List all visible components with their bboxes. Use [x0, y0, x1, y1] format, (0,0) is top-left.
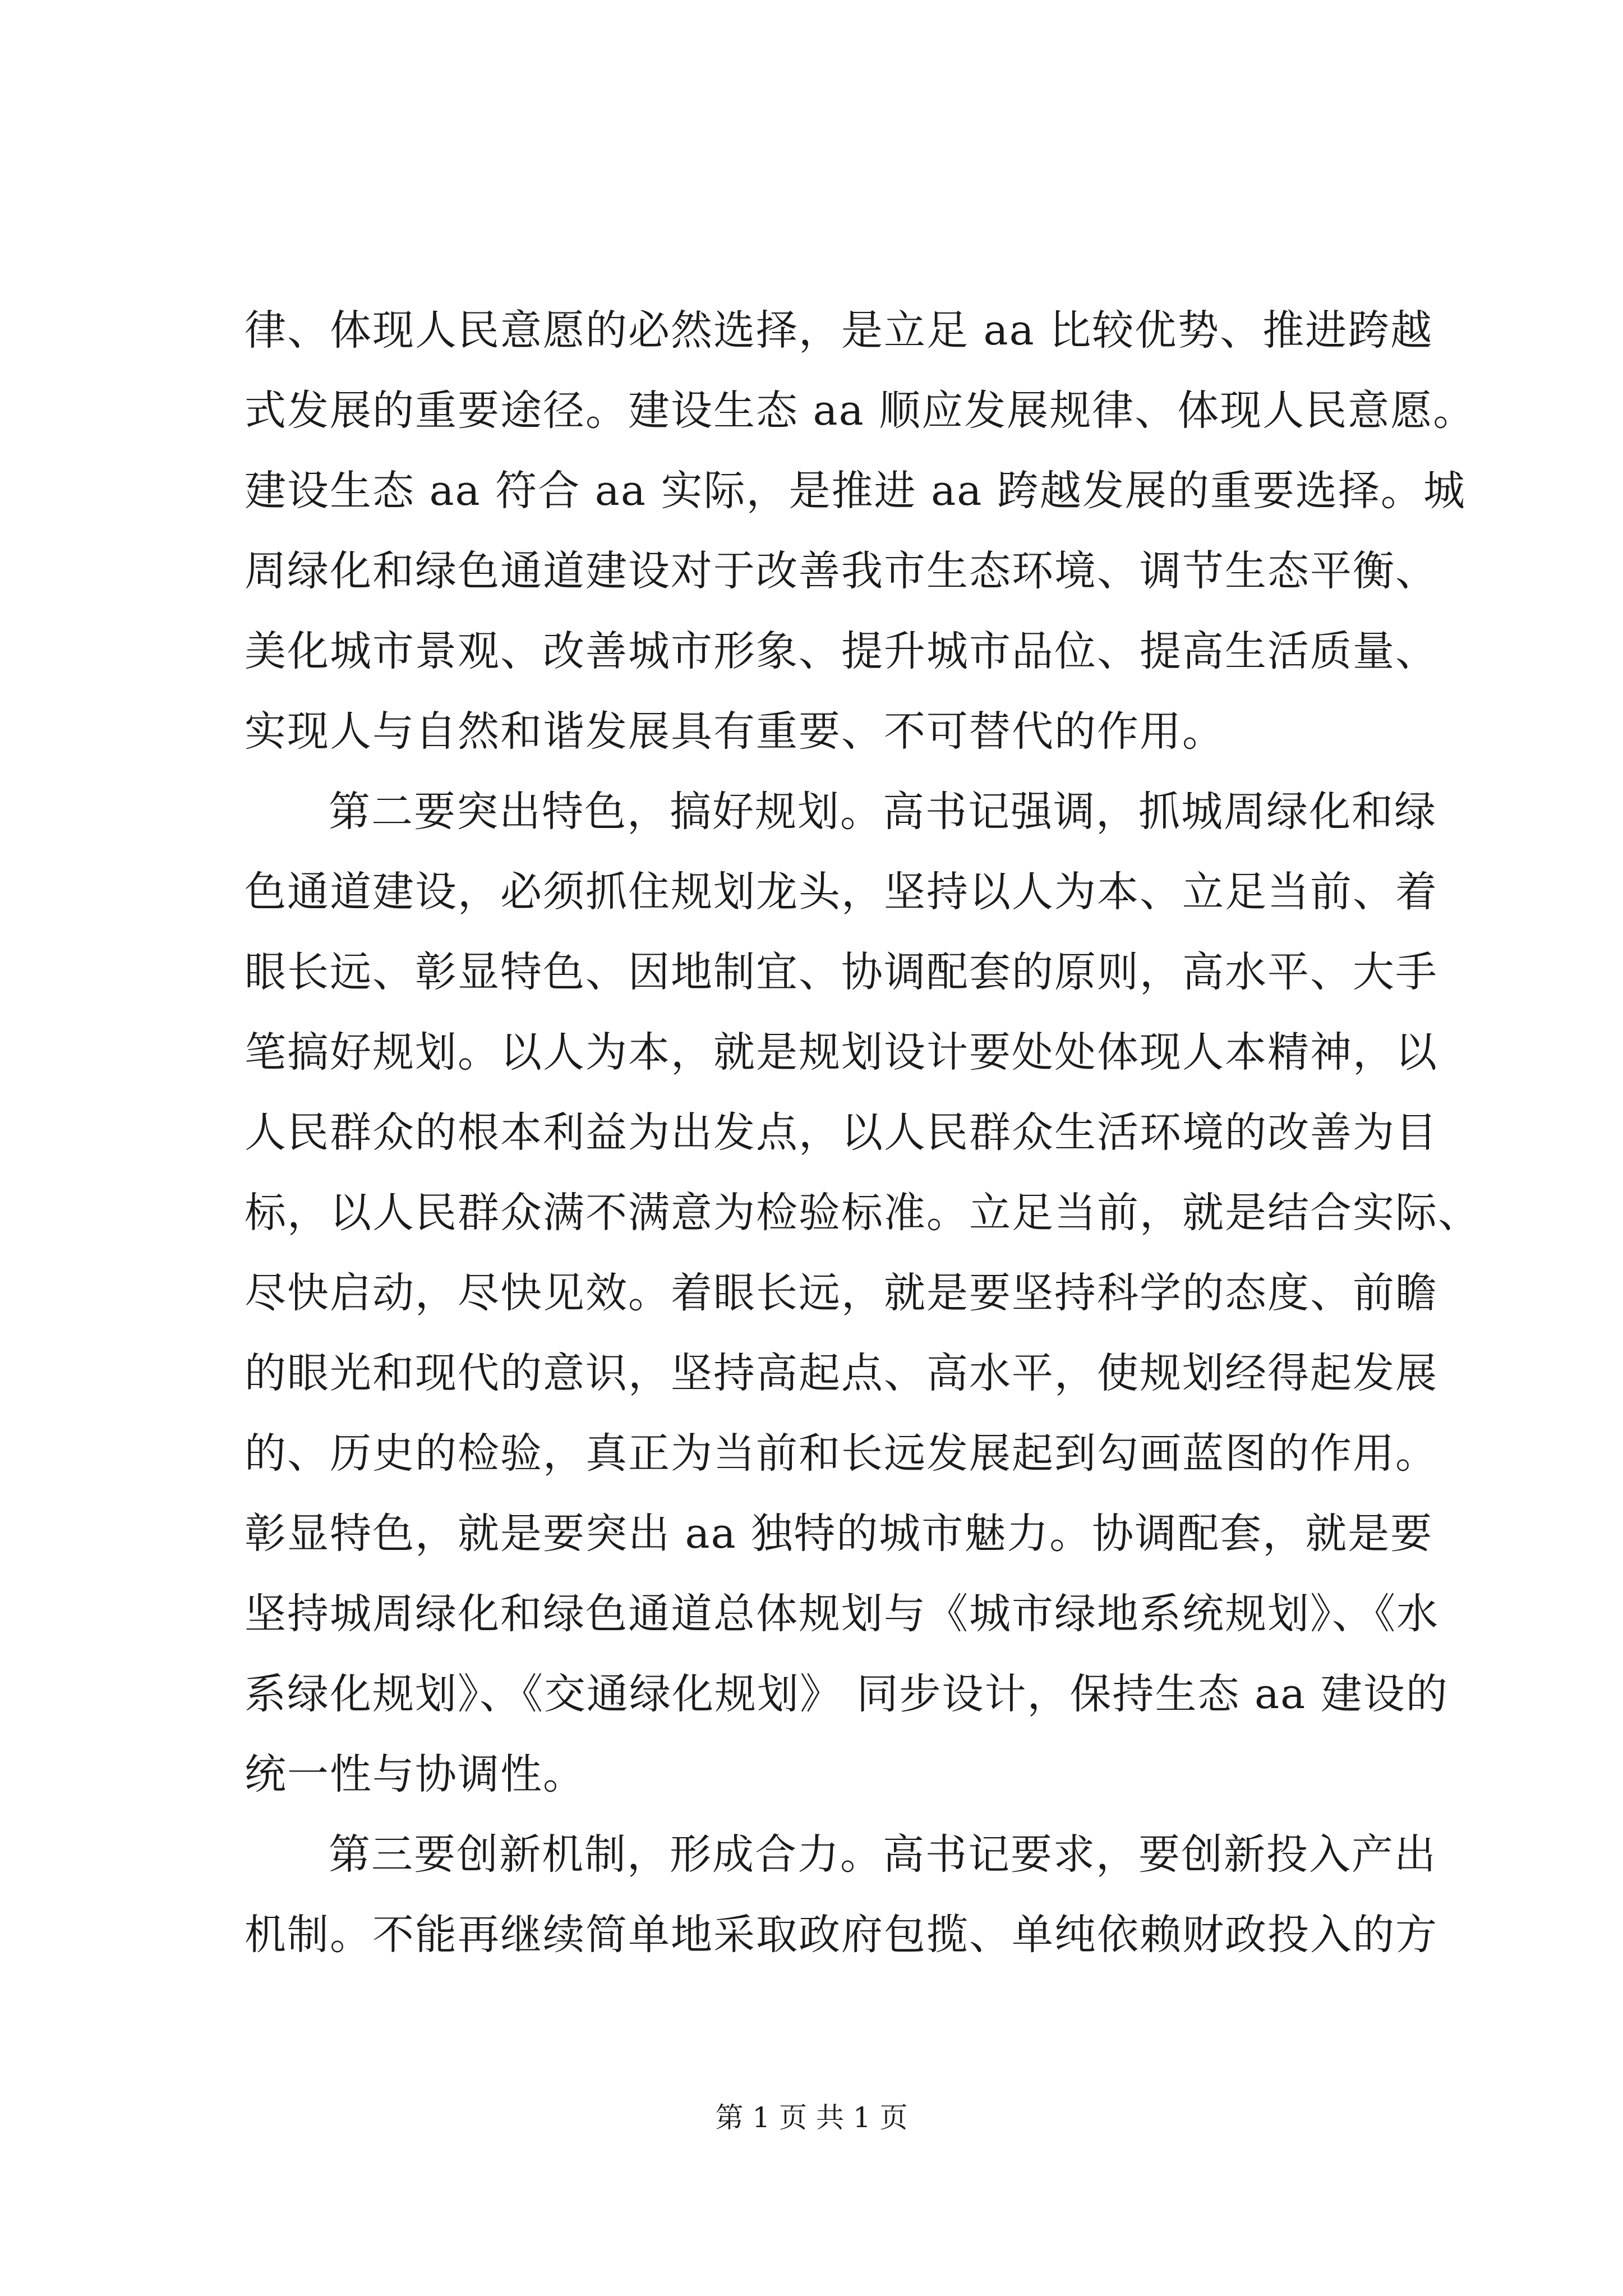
text-line: 彰显特色，就是要突出 aa 独特的城市魅力。协调配套，就是要	[245, 1510, 1433, 1558]
text-line: 标，以人民群众满不满意为检验标准。立足当前，就是结合实际、	[245, 1189, 1481, 1237]
text-line: 机制。不能再继续简单地采取政府包揽、单纯依赖财政投入的方	[245, 1911, 1438, 1959]
text-line: 统一性与协调性。	[245, 1750, 585, 1798]
text-line: 的、历史的检验，真正为当前和长远发展起到勾画蓝图的作用。	[245, 1429, 1438, 1478]
text-line: 美化城市景观、改善城市形象、提升城市品位、提高生活质量、	[245, 627, 1438, 675]
page-footer: 第 1 页 共 1 页	[715, 2101, 908, 2134]
document-body	[245, 291, 1481, 1975]
text-line: 眼长远、彰显特色、因地制宜、协调配套的原则，高水平、大手	[245, 948, 1438, 996]
text-line: 坚持城周绿化和绿色通道总体规划与《城市绿地系统规划》、《水	[245, 1590, 1439, 1638]
text-line: 尽快启动，尽快见效。着眼长远，就是要坚持科学的态度、前瞻	[245, 1269, 1438, 1317]
text-line: 系绿化规划》、《交通绿化规划》 同步设计，保持生态 aa 建设的	[245, 1670, 1449, 1718]
text-line: 律、体现人民意愿的必然选择，是立足 aa 比较优势、推进跨越	[245, 306, 1433, 355]
text-line: 周绿化和绿色通道建设对于改善我市生态环境、调节生态平衡、	[245, 547, 1438, 595]
text-line: 建设生态 aa 符合 aa 实际，是推进 aa 跨越发展的重要选择。城	[245, 467, 1466, 515]
paragraph-start-line: 第三要创新机制，形成合力。高书记要求，要创新投入产出	[329, 1830, 1437, 1879]
text-line: 实现人与自然和谐发展具有重要、不可替代的作用。	[245, 707, 1225, 756]
paragraph-start-line: 第二要突出特色，搞好规划。高书记强调，抓城周绿化和绿	[329, 788, 1437, 836]
text-line: 笔搞好规划。以人为本，就是规划设计要处处体现人本精神，以	[245, 1028, 1438, 1076]
text-line: 的眼光和现代的意识，坚持高起点、高水平，使规划经得起发展	[245, 1349, 1438, 1397]
text-line: 式发展的重要途径。建设生态 aa 顺应发展规律、体现人民意愿。	[245, 386, 1476, 435]
text-line: 色通道建设，必须抓住规划龙头，坚持以人为本、立足当前、着	[245, 868, 1438, 916]
text-line: 人民群众的根本利益为出发点，以人民群众生活环境的改善为目	[245, 1108, 1438, 1157]
